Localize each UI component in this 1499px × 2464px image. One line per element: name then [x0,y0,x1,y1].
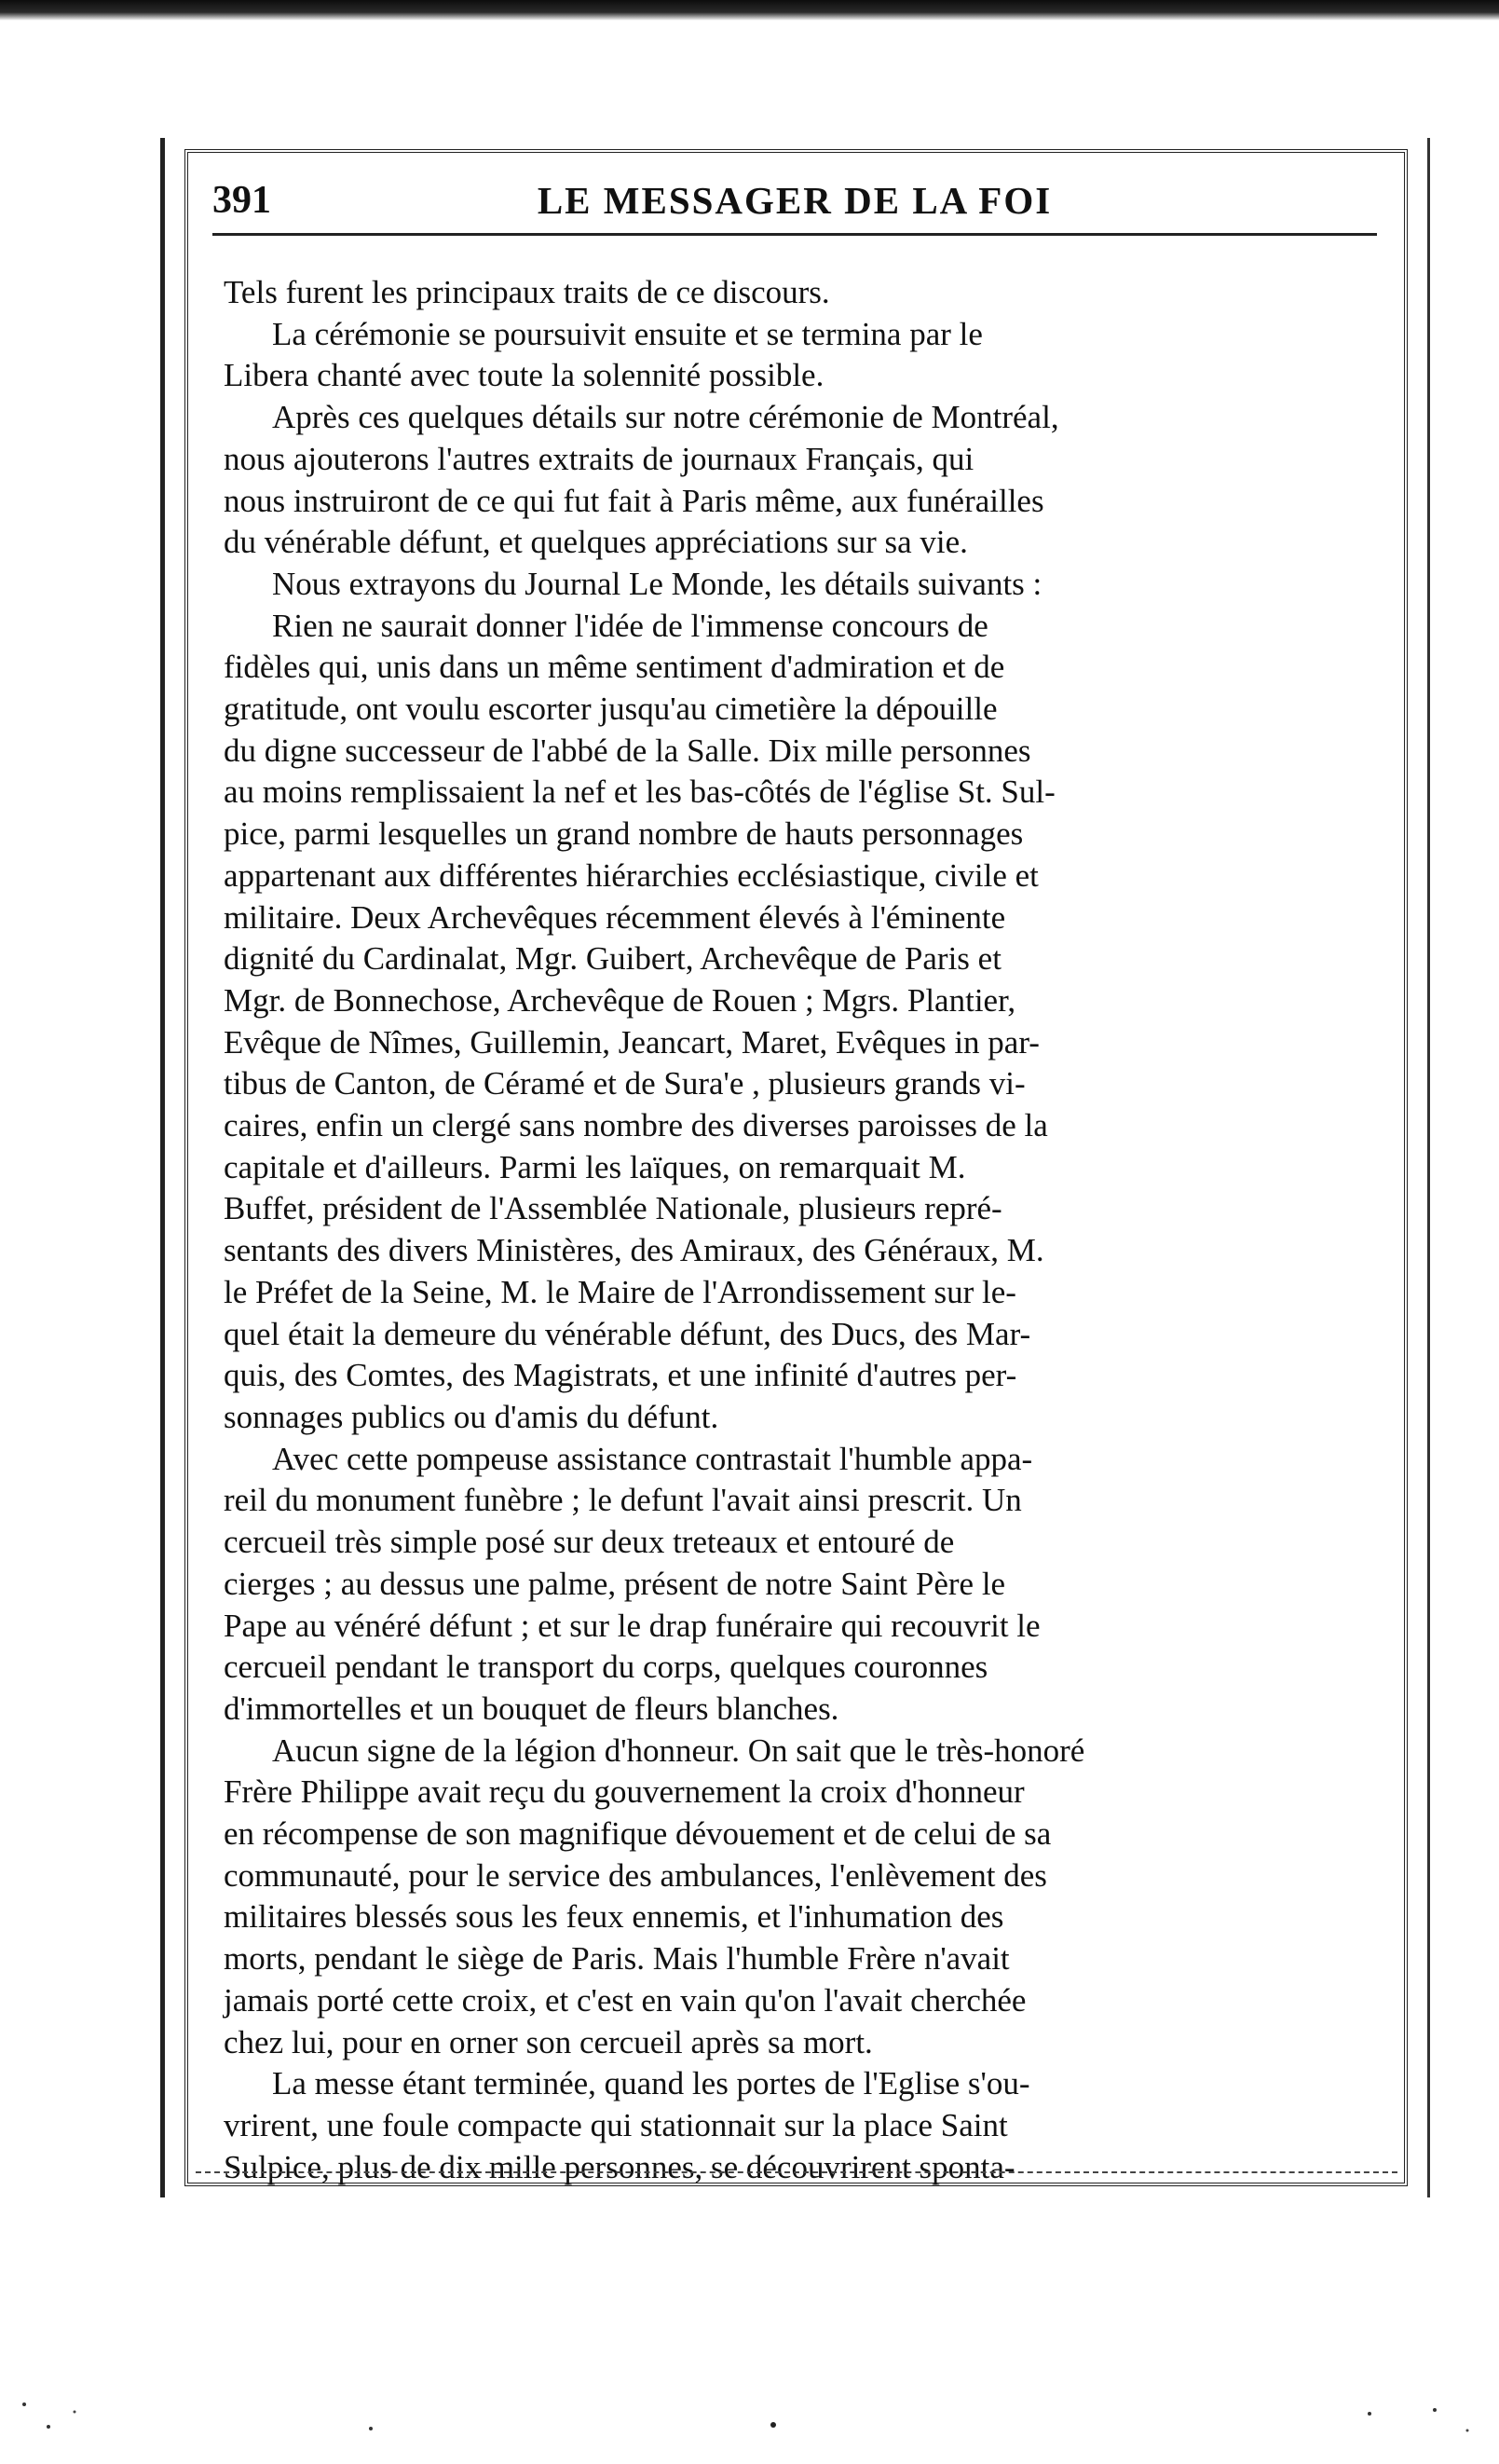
text-line: Avec cette pompeuse assistance contrastait l'humble appa- [272,1440,1033,1477]
text-line: militaire. Deux Archevêques récemment élevés à l'éminente [224,898,1006,936]
page-header [212,168,1377,236]
text-line: du vénérable défunt, et quelques appréciations sur sa vie. [224,524,968,561]
text-line: Libera chanté avec toute la solennité possible. [224,357,824,394]
text-line: quis, des Comtes, des Magistrats, et une infinité d'autres per- [224,1357,1017,1394]
text-line: nous ajouterons l'autres extraits de journaux Français, qui [224,440,974,477]
running-title: LE MESSAGER DE LA FOI [537,179,1053,222]
text-line: le Préfet de la Seine, M. le Maire de l'Arrondissement sur le- [224,1273,1016,1310]
text-line: gratitude, ont voulu escorter jusqu'au cimetière la dépouille [224,691,998,728]
text-line: en récompense de son magnifique dévouement et de celui de sa [224,1815,1052,1853]
scan-specks [0,2386,1499,2464]
text-line: Buffet, président de l'Assemblée Nationale, plusieurs repré- [224,1190,1002,1227]
text-line: du digne successeur de l'abbé de la Salle. Dix mille personnes [224,732,1031,769]
text-line: jamais porté cette croix, et c'est en vain qu'on l'avait cherchée [224,1981,1027,2019]
text-line: tibus de Canton, de Céramé et de Sura'e , plusieurs grands vi- [224,1065,1026,1102]
text-line: Sulpice, plus de dix mille personnes, se découvrirent sponta- [224,2148,1015,2185]
text-line: vrirent, une foule compacte qui stationnait sur la place Saint [224,2106,1008,2143]
text-line: capitale et d'ailleurs. Parmi les laïques, on remarquait M. [224,1148,966,1185]
text-line: Nous extrayons du Journal Le Monde, les détails suivants : [272,565,1042,602]
text-line: cercueil très simple posé sur deux treteaux et entouré de [224,1524,955,1561]
text-line: sonnages publics ou d'amis du défunt. [224,1398,719,1435]
text-line: quel était la demeure du vénérable défunt, des Ducs, des Mar- [224,1315,1031,1352]
scan-edge-bar [0,0,1499,21]
text-line: Après ces quelques détails sur notre cérémonie de Montréal, [272,399,1059,436]
text-line: chez lui, pour en orner son cercueil après sa mort. [224,2023,873,2060]
text-line: cercueil pendant le transport du corps, quelques couronnes [224,1649,988,1686]
text-line: Tels furent les principaux traits de ce discours. [224,274,830,310]
text-line: cierges ; au dessus une palme, présent de notre Saint Père le [224,1565,1006,1602]
bottom-rule [196,2171,1397,2173]
text-line: Frère Philippe avait reçu du gouvernement la croix d'honneur [224,1773,1025,1811]
body-text [224,272,1379,2188]
text-line: Aucun signe de la légion d'honneur. On sait que le très-honoré [272,1732,1085,1769]
page-number: 391 [212,179,271,222]
text-line: fidèles qui, unis dans un même sentiment d'admiration et de [224,649,1005,686]
text-line: morts, pendant le siège de Paris. Mais l'humble Frère n'avait [224,1940,1010,1978]
text-line: sentants des divers Ministères, des Amiraux, des Généraux, M. [224,1232,1044,1269]
text-line: communauté, pour le service des ambulances, l'enlèvement des [224,1856,1047,1894]
text-line: dignité du Cardinalat, Mgr. Guibert, Archevêque de Paris et [224,940,1002,978]
text-line: appartenant aux différentes hiérarchies ecclésiastique, civile et [224,856,1039,894]
text-line: au moins remplissaient la nef et les bas-côtés de l'église St. Sul- [224,773,1056,811]
text-line: Mgr. de Bonnechose, Archevêque de Rouen ; Mgrs. Plantier, [224,981,1016,1019]
text-line: reil du monument funèbre ; le defunt l'avait ainsi prescrit. Un [224,1482,1022,1519]
text-line: La messe étant terminée, quand les portes de l'Eglise s'ou- [272,2065,1030,2102]
text-line: La cérémonie se poursuivit ensuite et se termina par le [272,315,983,352]
text-line: Pape au vénéré défunt ; et sur le drap funéraire qui recouvrit le [224,1607,1041,1644]
text-line: pice, parmi lesquelles un grand nombre de hauts personnages [224,815,1024,853]
text-line: Evêque de Nîmes, Guillemin, Jeancart, Maret, Evêques in par- [224,1023,1040,1061]
text-line: caires, enfin un clergé sans nombre des diverses paroisses de la [224,1107,1048,1144]
text-line: Rien ne saurait donner l'idée de l'immense concours de [272,607,988,644]
text-line: militaires blessés sous les feux ennemis, et l'inhumation des [224,1898,1004,1936]
text-line: d'immortelles et un bouquet de fleurs blanches. [224,1690,839,1727]
text-line: nous instruiront de ce qui fut fait à Paris même, aux funérailles [224,482,1044,519]
